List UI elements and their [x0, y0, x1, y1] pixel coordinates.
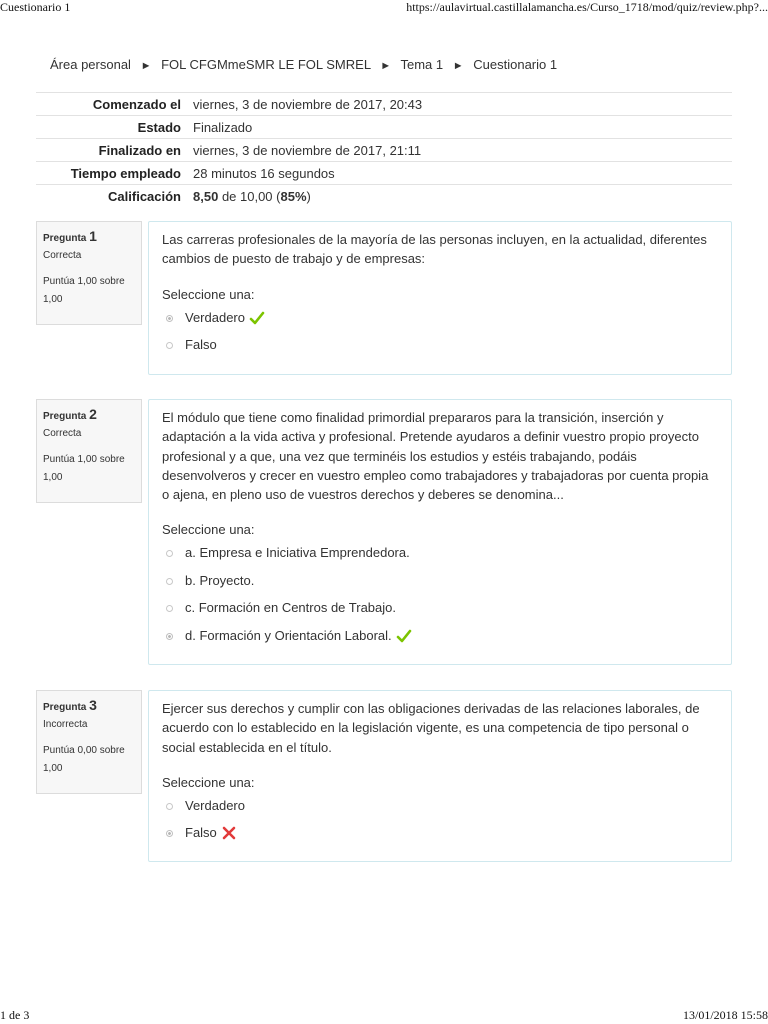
answer-prompt: Seleccione una:	[162, 522, 255, 538]
answer-prompt: Seleccione una:	[162, 774, 255, 790]
radio-icon[interactable]	[166, 633, 173, 640]
summary-value	[187, 185, 732, 208]
answer-option[interactable]	[162, 337, 718, 365]
radio-icon[interactable]	[166, 315, 173, 322]
incorrect-cross-icon	[221, 825, 237, 841]
grade-close: )	[306, 188, 311, 204]
summary-value: Finalizado	[193, 119, 253, 135]
summary-value: viernes, 3 de noviembre de 2017, 20:43	[193, 96, 423, 112]
summary-row-time	[36, 162, 732, 185]
answer-option[interactable]	[162, 628, 718, 656]
question-grade: Puntúa 1,00 sobre 1,00	[43, 276, 125, 305]
summary-row-started	[36, 93, 732, 116]
radio-icon[interactable]	[166, 803, 173, 810]
radio-icon[interactable]	[166, 342, 173, 349]
grade-out-of: de 10,00 (	[221, 188, 281, 204]
answer-text: Verdadero	[185, 309, 245, 325]
answer-option[interactable]	[162, 798, 718, 826]
breadcrumb-course-link[interactable]: FOL CFGMmeSMR LE FOL SMREL	[161, 57, 371, 72]
breadcrumb-topic-link[interactable]: Tema 1	[400, 57, 444, 72]
print-page-title: Cuestionario 1	[0, 0, 71, 14]
answer-option[interactable]	[162, 600, 718, 628]
radio-icon[interactable]	[166, 578, 173, 585]
breadcrumb-separator-icon: ►	[140, 60, 152, 72]
question-text: Ejercer sus derechos y cumplir con las obligaciones derivadas de las relaciones laborales, de acuerdo con lo establecido en la legislación vigente, es una competencia de tipo personal o social establecida en el título.	[162, 701, 700, 755]
question-state: Correcta	[43, 428, 82, 439]
breadcrumb-home-link[interactable]: Área personal	[50, 57, 131, 72]
print-page-number: 1 de 3	[0, 1008, 30, 1022]
question-3	[36, 690, 732, 862]
answer-options	[162, 545, 718, 655]
breadcrumb-separator-icon: ►	[452, 60, 464, 72]
question-text: Las carreras profesionales de la mayoría de las personas incluyen, en la actualidad, diferentes cambios de puesto de trabajo y de empresas:	[162, 232, 707, 267]
question-info	[36, 399, 142, 503]
question-number: Pregunta 1	[43, 228, 97, 244]
answer-option[interactable]	[162, 545, 718, 573]
answer-options	[162, 310, 718, 365]
correct-check-icon	[396, 628, 412, 644]
breadcrumb	[50, 57, 557, 72]
summary-value: 28 minutos 16 segundos	[193, 165, 335, 181]
answer-text: a. Empresa e Iniciativa Emprendedora.	[185, 545, 410, 561]
summary-row-finished	[36, 139, 732, 162]
answer-option[interactable]	[162, 825, 718, 853]
grade-score: 8,50	[193, 188, 219, 204]
answer-options	[162, 798, 718, 853]
question-number: Pregunta 2	[43, 406, 97, 422]
question-info	[36, 221, 142, 325]
correct-check-icon	[249, 310, 265, 326]
question-grade: Puntúa 0,00 sobre 1,00	[43, 745, 125, 774]
summary-row-grade	[36, 185, 732, 208]
question-number: Pregunta 3	[43, 697, 97, 713]
radio-icon[interactable]	[166, 550, 173, 557]
grade-percent: 85%	[280, 188, 307, 204]
question-content	[148, 690, 732, 862]
question-text: El módulo que tiene como finalidad primordial prepararos para la transición, inserción y adaptación a la vida activa y profesional. Pretende ayudaros a definir vuestro propio proyecto profesional y a que, una vez que terminéis los estudios y estéis trabajando, podáis desenvolveros y crecer en vuestro empleo como trabajadores y trabajadoras por cuenta propia o ajena, en pleno uso de vuestros derechos y deberes se denomina...	[162, 410, 709, 503]
answer-text: Falso	[185, 337, 217, 353]
question-info	[36, 690, 142, 794]
breadcrumb-separator-icon: ►	[380, 60, 392, 72]
summary-label: Comenzado el	[92, 96, 181, 112]
attempt-summary-table	[36, 92, 732, 207]
print-page-url: https://aulavirtual.castillalamancha.es/Curso_1718/mod/quiz/review.php?...	[406, 0, 768, 14]
question-content	[148, 221, 732, 375]
answer-text: d. Formación y Orientación Laboral.	[185, 627, 392, 643]
print-header	[0, 0, 768, 16]
answer-text: c. Formación en Centros de Trabajo.	[185, 600, 396, 616]
answer-text: Verdadero	[185, 797, 245, 813]
answer-prompt: Seleccione una:	[162, 286, 255, 302]
answer-option[interactable]	[162, 310, 718, 338]
question-2	[36, 399, 732, 665]
summary-label: Calificación	[108, 188, 181, 204]
summary-label: Finalizado en	[98, 142, 181, 158]
print-footer	[0, 1008, 768, 1024]
summary-value: viernes, 3 de noviembre de 2017, 21:11	[193, 142, 422, 158]
radio-icon[interactable]	[166, 605, 173, 612]
breadcrumb-quiz-link[interactable]: Cuestionario 1	[473, 57, 558, 72]
answer-option[interactable]	[162, 573, 718, 601]
question-1	[36, 221, 732, 375]
summary-row-state	[36, 116, 732, 139]
question-content	[148, 399, 732, 665]
answer-text: b. Proyecto.	[185, 572, 255, 588]
question-grade: Puntúa 1,00 sobre 1,00	[43, 454, 125, 483]
question-state: Incorrecta	[43, 719, 88, 730]
print-datetime: 13/01/2018 15:58	[682, 1008, 768, 1022]
radio-icon[interactable]	[166, 830, 173, 837]
summary-label: Tiempo empleado	[70, 165, 181, 181]
summary-label: Estado	[137, 119, 181, 135]
answer-text: Falso	[185, 825, 217, 841]
question-state: Correcta	[43, 250, 82, 261]
